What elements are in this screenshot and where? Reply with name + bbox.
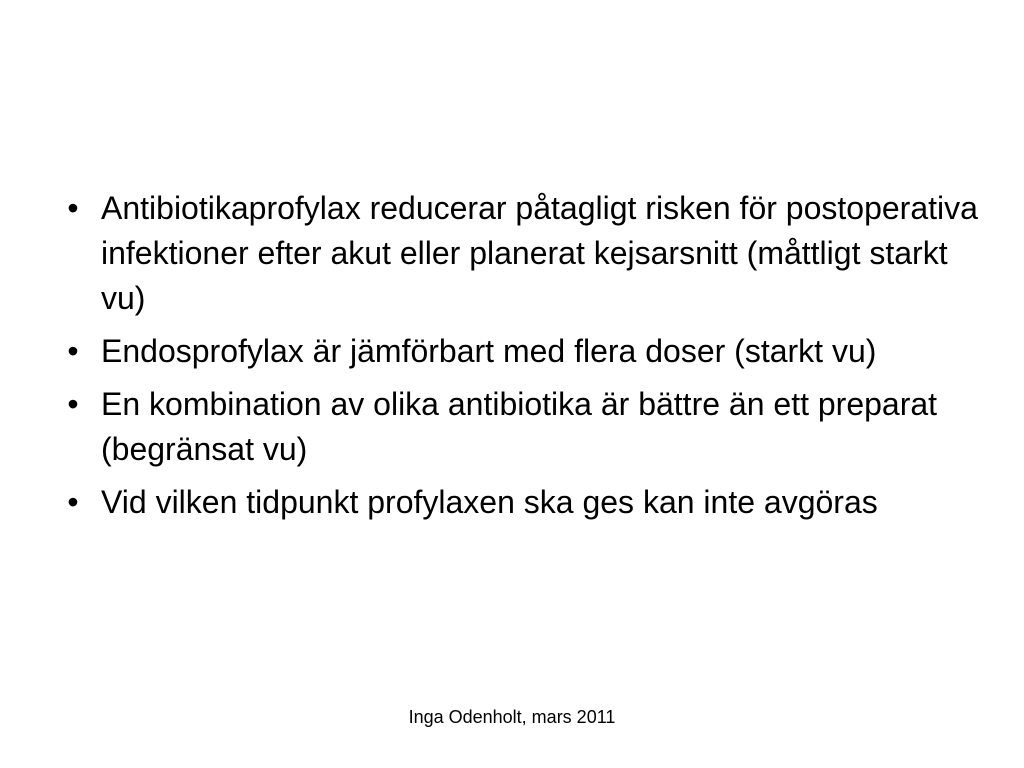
bullet-item xyxy=(58,186,978,321)
bullet-dot-icon: • xyxy=(67,386,79,422)
bullet-text: Vid vilken tidpunkt profylaxen ska ges kan inte avgöras xyxy=(101,484,878,520)
bullet-list xyxy=(58,186,978,533)
bullet-text: Endosprofylax är jämförbart med flera doser (starkt vu) xyxy=(101,333,877,369)
footer-text: Inga Odenholt, mars 2011 xyxy=(408,707,616,727)
bullet-dot-icon: • xyxy=(67,190,79,226)
bullet-item xyxy=(58,329,978,374)
bullet-item xyxy=(58,382,978,472)
bullet-text: En kombination av olika antibiotika är bättre än ett preparat (begränsat vu) xyxy=(101,386,938,467)
bullet-text: Antibiotikaprofylax reducerar påtagligt risken för postoperativa infektioner efter akut eller planerat kejsarsnitt (måttligt starkt vu) xyxy=(101,190,978,316)
bullet-item xyxy=(58,480,978,525)
bullet-dot-icon: • xyxy=(67,484,79,520)
slide-footer xyxy=(0,706,1024,728)
bullet-dot-icon: • xyxy=(67,333,79,369)
